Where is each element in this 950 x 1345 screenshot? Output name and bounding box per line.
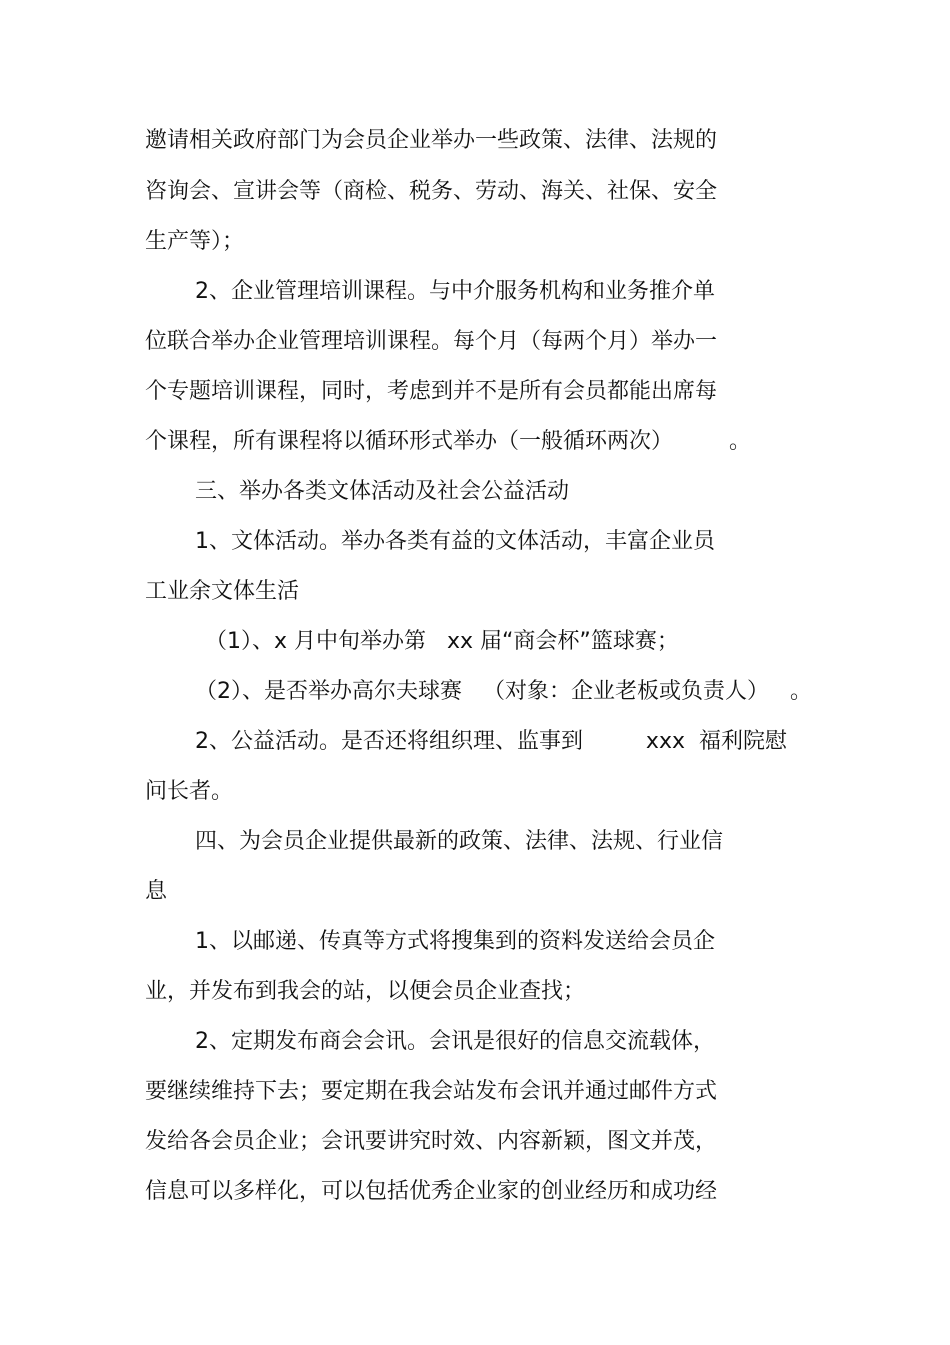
text-line-1: 邀请相关政府部门为会员企业举办一些政策、法律、法规的: [145, 128, 718, 153]
text-line-21: 发给各会员企业；会讯要讲究时效、内容新颖，图文并茂，: [145, 1129, 718, 1154]
text-line-6: 个专题培训课程，同时，考虑到并不是所有会员都能出席每: [145, 379, 718, 404]
section-heading-4: 四、为会员企业提供最新的政策、法律、法规、行业信: [195, 829, 724, 854]
text-line-16: 息: [145, 879, 168, 904]
text-line-22: 信息可以多样化，可以包括优秀企业家的创业经历和成功经: [145, 1179, 718, 1204]
text-line-10: 工业余文体生活: [145, 579, 300, 604]
text-line-3: 生产等）；: [145, 229, 245, 254]
text-line-7: 个课程，所有课程将以循环形式举办（一般循环两次） 。: [145, 429, 751, 454]
list-item-2: （2）、是否举办高尔夫球赛 （对象：企业老板或负责人） 。: [195, 679, 812, 704]
text-line-17: 1、以邮递、传真等方式将搜集到的资料发送给会员企: [195, 929, 715, 954]
text-line-14: 问长者。: [145, 779, 234, 804]
text-line-4: 2、企业管理培训课程。与中介服务机构和业务推介单: [195, 279, 715, 304]
text-line-9: 1、文体活动。举办各类有益的文体活动，丰富企业员: [195, 529, 715, 554]
text-line-5: 位联合举办企业管理培训课程。每个月（每两个月）举办一: [145, 329, 718, 354]
text-line-20: 要继续维持下去；要定期在我会站发布会讯并通过邮件方式: [145, 1079, 718, 1104]
text-line-19: 2、定期发布商会会讯。会讯是很好的信息交流载体，: [195, 1029, 715, 1054]
list-item-1: （1）、x 月中旬举办第 xx 届“商会杯”篮球赛；: [205, 629, 679, 654]
text-line-18: 业，并发布到我会的站，以便会员企业查找；: [145, 979, 586, 1004]
section-heading-3: 三、举办各类文体活动及社会公益活动: [195, 479, 570, 504]
text-line-13: 2、公益活动。是否还将组织理、监事到 xxx 福利院慰: [195, 729, 787, 754]
text-line-2: 咨询会、宣讲会等（商检、税务、劳动、海关、社保、安全: [145, 179, 718, 204]
